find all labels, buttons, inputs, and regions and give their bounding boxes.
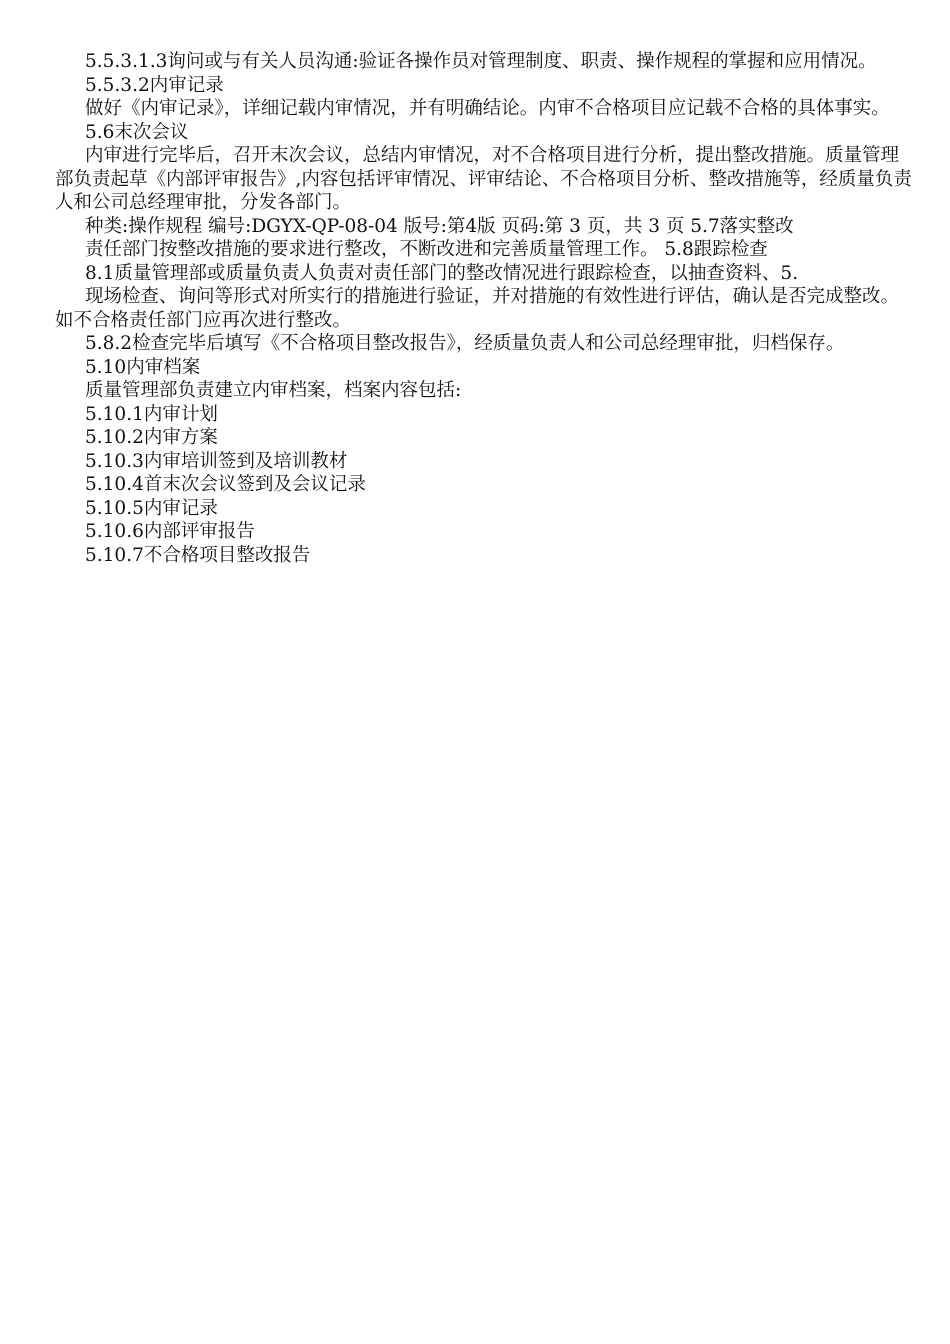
list-item-5-10-5: 5.10.5内审记录 bbox=[85, 497, 218, 519]
list-item-5-10-7: 5.10.7不合格项目整改报告 bbox=[85, 544, 311, 566]
paragraph-tracking-check: 8.1质量管理部或质量负责人负责对责任部门的整改情况进行跟踪检查，以抽查资料、5. bbox=[85, 262, 799, 284]
list-item-5-10-1: 5.10.1内审计划 bbox=[85, 403, 218, 425]
paragraph-internal-audit-record: 做好《内审记录》，详细记载内审情况，并有明确结论。内审不合格项目应记载不合格的具体事实。 bbox=[85, 98, 890, 119]
heading-5-5-3-2: 5.5.3.2内审记录 bbox=[85, 74, 224, 96]
document-page bbox=[55, 50, 915, 567]
paragraph-closing-meeting: 内审进行完毕后，召开末次会议，总结内审情况，对不合格项目进行分析，提出整改措施。质量管理部负责起草《内部评审报告》,内容包括评审情况、评审结论、不合格项目分析、整改措施等，经质量负责人和公司总经理审批，分发各部门。 bbox=[55, 145, 912, 213]
paragraph-verification: 现场检查、询问等形式对所实行的措施进行验证，并对措施的有效性进行评估，确认是否完成整改。如不合格责任部门应再次进行整改。 bbox=[55, 286, 900, 331]
list-item-5-10-2: 5.10.2内审方案 bbox=[85, 427, 218, 448]
heading-5-10: 5.10内审档案 bbox=[85, 356, 201, 378]
paragraph-document-info: 种类:操作规程 编号:DGYX-QP-08-04 版号:第4版 页码:第 3 页，共 3 页 5.7落实整改 bbox=[85, 215, 794, 237]
paragraph-archive-contents: 质量管理部负责建立内审档案，档案内容包括: bbox=[85, 380, 462, 401]
list-item-5-10-6: 5.10.6内部评审报告 bbox=[85, 521, 255, 542]
heading-5-6: 5.6末次会议 bbox=[85, 121, 189, 143]
list-item-5-10-4: 5.10.4首末次会议签到及会议记录 bbox=[85, 474, 366, 495]
paragraph-5-5-3-1-3: 5.5.3.1.3询问或与有关人员沟通:验证各操作员对管理制度、职责、操作规程的掌握和应用情况。 bbox=[85, 51, 877, 72]
paragraph-5-8-2: 5.8.2检查完毕后填写《不合格项目整改报告》，经质量负责人和公司总经理审批，归档保存。 bbox=[85, 333, 845, 354]
paragraph-rectification: 责任部门按整改措施的要求进行整改，不断改进和完善质量管理工作。 5.8跟踪检查 bbox=[85, 239, 768, 260]
list-item-5-10-3: 5.10.3内审培训签到及培训教材 bbox=[85, 450, 348, 472]
